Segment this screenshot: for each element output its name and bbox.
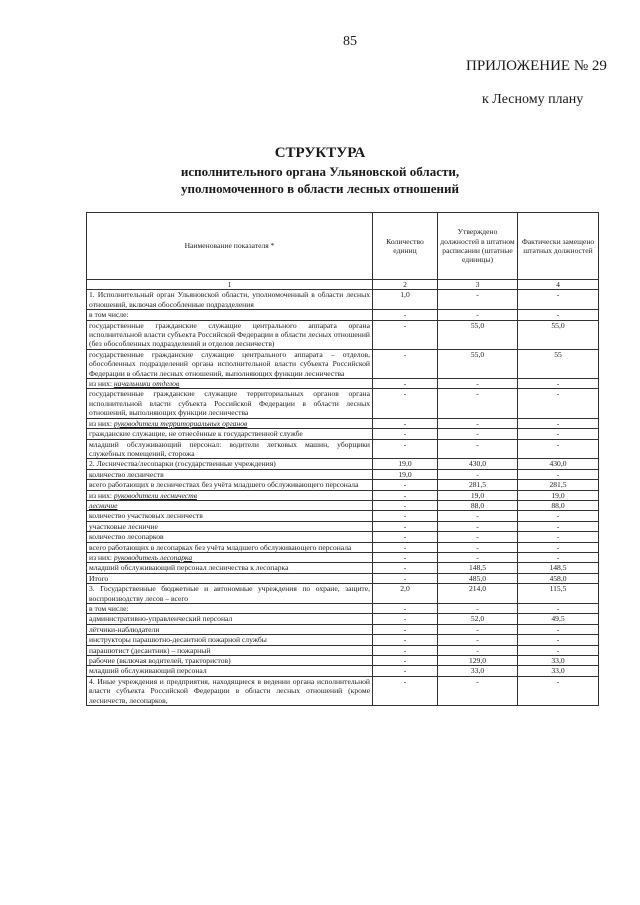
row-actual-cell: 458,0 <box>518 573 599 583</box>
row-actual-cell: 55 <box>518 349 599 378</box>
row-name-cell <box>87 379 373 389</box>
row-actual-cell: - <box>518 624 599 634</box>
row-actual-cell: 33,0 <box>518 666 599 676</box>
row-name: лесничие <box>89 500 118 510</box>
row-approved-cell: - <box>438 532 518 542</box>
column-number: 1 <box>87 280 373 290</box>
row-name-cell <box>87 635 373 645</box>
row-qty-cell: 1,0 <box>373 290 438 310</box>
row-name: количество лесопарков <box>89 532 164 542</box>
row-actual-cell: - <box>518 532 599 542</box>
row-name: начальники отделов <box>113 379 180 389</box>
document-title: СТРУКТУРА <box>274 145 366 161</box>
row-name-cell <box>87 500 373 510</box>
header-name: Наименование показателя * <box>87 213 373 280</box>
row-name: руководители лесничеств <box>113 490 197 500</box>
row-qty-cell: - <box>373 552 438 562</box>
row-actual-cell: - <box>518 310 599 320</box>
table-row <box>87 532 599 542</box>
table-row <box>87 320 599 349</box>
row-approved-cell: 55,0 <box>438 349 518 378</box>
row-name-cell <box>87 320 373 349</box>
row-qty-cell: - <box>373 614 438 624</box>
table-row <box>87 676 599 705</box>
table-row <box>87 614 599 624</box>
row-name: лётчики-наблюдатели <box>89 624 160 634</box>
row-name-cell <box>87 604 373 614</box>
table-row <box>87 563 599 573</box>
row-name: 1. Исполнительный орган Ульяновской области, уполномоченный в области лесных отношений, включая обособленные подразделения <box>89 290 370 309</box>
table-row <box>87 521 599 531</box>
row-name: гражданские служащие, не отнесённые к государственной службе <box>89 429 303 439</box>
row-name: Итого <box>89 573 109 583</box>
row-qty-cell: 19,0 <box>373 469 438 479</box>
appendix-title: ПРИЛОЖЕНИЕ № 29 <box>466 58 607 74</box>
table-row <box>87 511 599 521</box>
row-name: государственные гражданские служащие территориальных органов органа исполнительной власти субъекта Российской Федерации в области лесных отношений, выполняющих функции лесничества <box>89 389 370 418</box>
row-actual-cell: - <box>518 429 599 439</box>
row-name: административно-управленческий персонал <box>89 614 233 624</box>
row-approved-cell: 148,5 <box>438 563 518 573</box>
row-actual-cell: 148,5 <box>518 563 599 573</box>
row-name-cell <box>87 310 373 320</box>
table-row <box>87 635 599 645</box>
row-approved-cell: 52,0 <box>438 614 518 624</box>
table-row <box>87 469 599 479</box>
row-name-cell <box>87 563 373 573</box>
row-name: в том числе: <box>89 604 129 613</box>
row-approved-cell: - <box>438 521 518 531</box>
row-qty-cell: - <box>373 418 438 428</box>
row-name: парашютист (десантник) – пожарный <box>89 645 211 655</box>
row-name-cell <box>87 584 373 604</box>
row-qty-cell: - <box>373 480 438 490</box>
row-name: руководитель лесопарка <box>113 552 193 562</box>
row-approved-cell: 33,0 <box>438 666 518 676</box>
table-row <box>87 290 599 310</box>
row-qty-cell: - <box>373 389 438 418</box>
row-qty-cell: - <box>373 656 438 666</box>
row-qty-cell: - <box>373 532 438 542</box>
row-name-cell <box>87 532 373 542</box>
appendix-subtitle: к Лесному плану <box>482 92 584 107</box>
table-row <box>87 389 599 418</box>
row-actual-cell: - <box>518 521 599 531</box>
row-prefix: из них: <box>89 418 114 428</box>
table-row <box>87 439 599 459</box>
row-name: рабочие (включая водителей, трактористов) <box>89 656 231 666</box>
row-approved-cell: - <box>438 542 518 552</box>
row-qty-cell: 2,0 <box>373 584 438 604</box>
row-actual-cell: - <box>518 645 599 655</box>
table-row <box>87 429 599 439</box>
row-name-cell <box>87 459 373 469</box>
row-name: государственные гражданские служащие центрального аппарата органа исполнительной власти субъекта Российской Федерации в области лесных отношений (без обособленных подразделений и отделов лесничеств) <box>89 320 370 349</box>
row-name: 3. Государственные бюджетные и автономные учреждения по охране, защите, воспроизводству лесов – всего <box>89 584 370 603</box>
row-name-cell <box>87 511 373 521</box>
row-qty-cell: - <box>373 563 438 573</box>
table-row <box>87 542 599 552</box>
row-approved-cell: 214,0 <box>438 584 518 604</box>
row-name-cell <box>87 469 373 479</box>
table-row <box>87 379 599 389</box>
row-name-cell <box>87 480 373 490</box>
row-qty-cell: - <box>373 542 438 552</box>
row-actual-cell: 19,0 <box>518 490 599 500</box>
column-number: 3 <box>438 280 518 290</box>
row-name: младший обслуживающий персонал <box>89 666 207 676</box>
row-actual-cell: - <box>518 676 599 705</box>
table-row <box>87 656 599 666</box>
row-actual-cell: 33,0 <box>518 656 599 666</box>
row-name: количество лесничеств <box>89 469 164 479</box>
row-name: в том числе: <box>89 310 129 320</box>
table-row <box>87 604 599 614</box>
table-row <box>87 666 599 676</box>
row-approved-cell: 281,5 <box>438 480 518 490</box>
column-number-row <box>87 280 599 290</box>
row-prefix: из них: <box>89 552 114 562</box>
document-subtitle-line1: исполнительного органа Ульяновской области, <box>180 164 460 179</box>
row-approved-cell: - <box>438 379 518 389</box>
table-body <box>87 290 599 706</box>
row-name-cell <box>87 349 373 378</box>
row-approved-cell: 430,0 <box>438 459 518 469</box>
row-qty-cell: - <box>373 666 438 676</box>
row-qty-cell: - <box>373 310 438 320</box>
table-row <box>87 500 599 510</box>
column-number: 4 <box>518 280 599 290</box>
row-qty-cell: - <box>373 379 438 389</box>
row-qty-cell: - <box>373 490 438 500</box>
table-row <box>87 490 599 500</box>
row-approved-cell: - <box>438 552 518 562</box>
row-qty-cell: - <box>373 676 438 705</box>
row-name: 2. Лесничества/лесопарки (государственные учреждения) <box>89 459 276 469</box>
row-name-cell <box>87 666 373 676</box>
row-approved-cell: - <box>438 439 518 459</box>
column-number: 2 <box>373 280 438 290</box>
row-name: количество участковых лесничеств <box>89 511 203 521</box>
row-approved-cell: 485,0 <box>438 573 518 583</box>
row-approved-cell: - <box>438 624 518 634</box>
row-approved-cell: 55,0 <box>438 320 518 349</box>
row-approved-cell: - <box>438 635 518 645</box>
row-name-cell <box>87 429 373 439</box>
row-qty-cell: - <box>373 511 438 521</box>
row-actual-cell: - <box>518 290 599 310</box>
table-row <box>87 645 599 655</box>
row-approved-cell: 19,0 <box>438 490 518 500</box>
table-row <box>87 480 599 490</box>
row-name: всего работающих в лесопарках без учёта младшего обслуживающего персонала <box>89 542 352 552</box>
row-actual-cell: 430,0 <box>518 459 599 469</box>
row-qty-cell: - <box>373 573 438 583</box>
page-number: 85 <box>343 34 357 49</box>
row-name: всего работающих в лесничествах без учёта младшего обслуживающего персонала <box>89 480 359 490</box>
row-name-cell <box>87 389 373 418</box>
table-row <box>87 349 599 378</box>
row-actual-cell: - <box>518 469 599 479</box>
structure-table <box>86 212 599 706</box>
row-actual-cell: 55,0 <box>518 320 599 349</box>
row-approved-cell: - <box>438 469 518 479</box>
table-row <box>87 624 599 634</box>
row-name-cell <box>87 521 373 531</box>
row-approved-cell: - <box>438 389 518 418</box>
row-approved-cell: - <box>438 645 518 655</box>
row-qty-cell: - <box>373 349 438 378</box>
row-name: руководители территориальных органов <box>113 418 248 428</box>
row-actual-cell: - <box>518 604 599 614</box>
row-qty-cell: - <box>373 635 438 645</box>
row-name: младший обслуживающий персонал: водители легковых машин, уборщики служебных помещений, сторожа <box>89 439 370 458</box>
row-qty-cell: 19,0 <box>373 459 438 469</box>
table-row <box>87 459 599 469</box>
row-approved-cell: - <box>438 676 518 705</box>
row-actual-cell: - <box>518 511 599 521</box>
row-qty-cell: - <box>373 429 438 439</box>
header-quantity: Количество единиц <box>373 213 438 280</box>
table-header-row <box>87 213 599 280</box>
row-actual-cell: 115,5 <box>518 584 599 604</box>
row-name-cell <box>87 624 373 634</box>
header-approved: Утверждено должностей в штатном расписании (штатные единицы) <box>438 213 518 280</box>
row-actual-cell: 281,5 <box>518 480 599 490</box>
row-prefix: из них: <box>89 379 114 389</box>
row-name-cell <box>87 490 373 500</box>
header-actual: Фактически замещено штатных должностей <box>518 213 599 280</box>
table-row <box>87 310 599 320</box>
row-qty-cell: - <box>373 624 438 634</box>
row-actual-cell: - <box>518 635 599 645</box>
table-row <box>87 584 599 604</box>
row-name-cell <box>87 290 373 310</box>
row-name: инструкторы парашютно-десантной пожарной службы <box>89 635 267 645</box>
row-name-cell <box>87 418 373 428</box>
row-name-cell <box>87 614 373 624</box>
row-actual-cell: - <box>518 389 599 418</box>
table-row <box>87 552 599 562</box>
row-qty-cell: - <box>373 521 438 531</box>
row-name-cell <box>87 676 373 705</box>
row-name-cell <box>87 656 373 666</box>
document-subtitle-line2: уполномоченного в области лесных отношений <box>180 181 460 196</box>
row-actual-cell: - <box>518 552 599 562</box>
row-qty-cell: - <box>373 500 438 510</box>
row-name: государственные гражданские служащие центрального аппарата – отделов, обособленных подразделений органа исполнительной власти субъекта Российской Федерации в области лесных отношений, выполняющих функции лесничества <box>89 349 370 378</box>
row-approved-cell: 88,0 <box>438 500 518 510</box>
row-approved-cell: - <box>438 604 518 614</box>
row-qty-cell: - <box>373 604 438 614</box>
row-actual-cell: - <box>518 379 599 389</box>
row-approved-cell: - <box>438 429 518 439</box>
row-approved-cell: - <box>438 290 518 310</box>
row-qty-cell: - <box>373 645 438 655</box>
row-actual-cell: 49,5 <box>518 614 599 624</box>
row-approved-cell: - <box>438 511 518 521</box>
row-actual-cell: - <box>518 542 599 552</box>
row-name: участковые лесничие <box>89 521 158 531</box>
row-actual-cell: - <box>518 439 599 459</box>
row-name: 4. Иные учреждения и предприятия, находящиеся в ведении органа исполнительной власти субъекта Российской Федерации в области лесных отношений (кроме лесничеств, лесопарков, <box>89 676 370 705</box>
row-name: младший обслуживающий персонал лесничества к лесопарка <box>89 563 289 573</box>
row-approved-cell: - <box>438 310 518 320</box>
row-qty-cell: - <box>373 439 438 459</box>
row-approved-cell: - <box>438 418 518 428</box>
row-name-cell <box>87 542 373 552</box>
row-name-cell <box>87 439 373 459</box>
row-prefix: из них: <box>89 490 114 500</box>
table-row <box>87 573 599 583</box>
row-name-cell <box>87 645 373 655</box>
row-approved-cell: 129,0 <box>438 656 518 666</box>
row-name-cell <box>87 552 373 562</box>
row-qty-cell: - <box>373 320 438 349</box>
row-name-cell <box>87 573 373 583</box>
table-row <box>87 418 599 428</box>
row-actual-cell: - <box>518 418 599 428</box>
row-actual-cell: 88,0 <box>518 500 599 510</box>
